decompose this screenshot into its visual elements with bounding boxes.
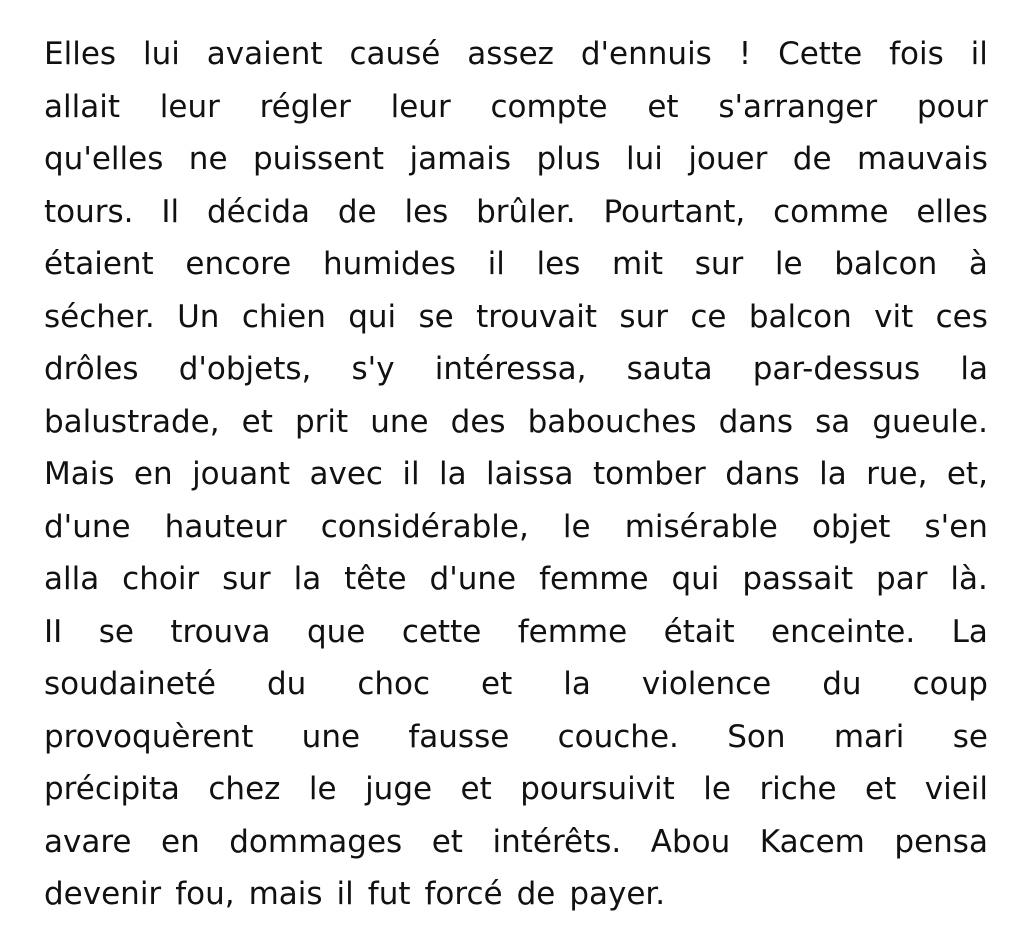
word: femme [517,613,628,650]
word: qu'elles [44,141,164,177]
word: s'arranger [718,88,878,125]
word: plus [536,141,601,177]
word: Kacem [759,823,865,860]
word: de [516,876,556,912]
word: en [133,456,173,492]
word: considérable, [320,508,529,545]
word: la [960,351,988,387]
word: alla [44,561,100,597]
word: Pourtant, [603,193,746,230]
word: ce [690,298,727,335]
word: décida [206,193,311,230]
word: Mais [44,456,115,492]
word: leur [159,88,220,125]
word: fut [367,876,411,912]
text-line [44,448,988,501]
word: Cette [778,36,863,72]
word: sa [815,403,851,440]
word: hauteur [164,508,287,545]
word: tours. [44,193,134,230]
word: par-dessus [752,351,921,387]
word: payer. [569,876,666,912]
word: et, [946,456,988,492]
word: babouches [527,403,697,440]
text-line [44,133,988,186]
word: était [663,613,735,650]
word: dans [725,456,800,492]
word: brûler. [476,193,576,230]
word: comme [773,193,889,230]
word: elles [916,193,988,230]
word: par [876,561,928,597]
word: pour [916,88,988,125]
word: chien [241,298,326,335]
text-line [44,763,988,816]
word: et [647,88,679,125]
word: leur [390,88,451,125]
word: et [865,771,897,807]
word: du [822,666,862,702]
word: passait [742,561,854,597]
word: se [952,718,988,755]
word: de [792,141,832,177]
word: la [293,561,322,597]
text-line [44,553,988,606]
word: Son [727,718,786,755]
text-line [44,186,988,239]
word: du [267,666,307,702]
word: et [481,666,513,702]
word: ! [738,36,752,72]
word: une [370,403,429,440]
word: le [308,771,337,807]
word: tomber [592,456,706,492]
word: trouva [170,613,271,650]
word: jamais [409,141,512,177]
word: en [161,823,200,860]
word: tête [344,561,407,597]
word: il [402,456,420,492]
word: le [774,246,803,282]
text-line [44,816,988,869]
word: et [460,771,492,807]
word: violence [641,666,772,702]
word: la [819,456,847,492]
word: qui [348,298,397,335]
word: balcon [834,246,938,282]
word: il [487,246,505,282]
word: misérable [624,508,778,545]
text-line [44,343,988,396]
word: cette [401,613,482,650]
word: puissent [252,141,385,177]
word: il [336,876,354,912]
word: forcé [424,876,503,912]
word: avaient [206,36,323,72]
word: ne [188,141,228,177]
word: objet [811,508,891,545]
word: dans [718,403,794,440]
word: d'une [44,508,131,545]
text-line [44,711,988,764]
word: La [951,613,988,650]
text-line [44,81,988,134]
word: femme [539,561,649,597]
word: sécher. [44,298,155,335]
text-line [44,28,988,81]
word: à [968,246,988,282]
word: poursuivit [520,771,675,807]
word: coup [912,666,988,702]
word: laissa [486,456,574,492]
word: le [562,508,591,545]
word: balcon [748,298,852,335]
word: les [404,193,449,230]
word: trouvait [476,298,598,335]
word: sur [619,298,668,335]
word: les [536,246,581,282]
text-line [44,501,988,554]
word: fou, [175,876,235,912]
word: gueule. [872,403,988,440]
word: pensa [894,823,988,860]
word: couche. [557,718,679,755]
text-line [44,658,988,711]
word: choir [122,561,200,597]
word: et [431,823,463,860]
text-line [44,606,988,659]
word: Un [177,298,220,335]
word: il [970,36,988,72]
word: rue, [866,456,928,492]
word: s'y [351,351,395,387]
word: d'une [429,561,517,597]
word: que [306,613,366,650]
word: d'objets, [178,351,312,387]
word: intéressa, [434,351,587,387]
word: sauta [626,351,713,387]
word: jouant [192,456,291,492]
word: lui [626,141,663,177]
word: soudaineté [44,666,216,702]
word: jouer [688,141,768,177]
word: étaient [44,246,154,282]
word: choc [357,666,431,702]
word: intérêts. [492,823,622,860]
word: s'en [924,508,988,545]
word: mit [612,246,664,282]
word: avec [309,456,383,492]
text-line [44,868,988,921]
word: II [44,613,63,650]
word: mauvais [856,141,988,177]
story-paragraph [44,28,988,921]
word: encore [185,246,292,282]
text-line [44,396,988,449]
word: allait [44,88,120,125]
word: humides [322,246,456,282]
word: fausse [408,718,510,755]
word: vieil [924,771,988,807]
word: une [301,718,361,755]
word: prit [294,403,349,440]
word: assez [467,36,554,72]
word: le [703,771,731,807]
word: Abou [650,823,731,860]
word: lui [142,36,180,72]
word: là. [950,561,988,597]
text-line [44,238,988,291]
word: qui [671,561,720,597]
text-line [44,291,988,344]
word: compte [490,88,608,125]
word: dommages [229,823,403,860]
word: régler [259,88,351,125]
word: de [337,193,377,230]
word: sur [694,246,744,282]
word: ces [935,298,988,335]
word: se [418,298,454,335]
word: mais [248,876,323,912]
word: mari [833,718,905,755]
word: Elles [44,36,117,72]
word: devenir [44,876,162,912]
word: des [450,403,506,440]
word: fois [889,36,944,72]
word: causé [349,36,441,72]
word: précipita [44,771,180,807]
word: et [241,403,273,440]
word: riche [759,771,837,807]
word: juge [365,771,433,807]
word: balustrade, [44,403,220,440]
word: avare [44,823,132,860]
word: la [439,456,467,492]
word: se [98,613,134,650]
word: la [563,666,591,702]
word: drôles [44,351,139,387]
word: Il [161,193,180,230]
word: provoquèrent [44,718,254,755]
word: enceinte. [771,613,916,650]
word: chez [208,771,281,807]
word: d'ennuis [580,36,712,72]
word: vit [874,298,914,335]
word: sur [222,561,271,597]
